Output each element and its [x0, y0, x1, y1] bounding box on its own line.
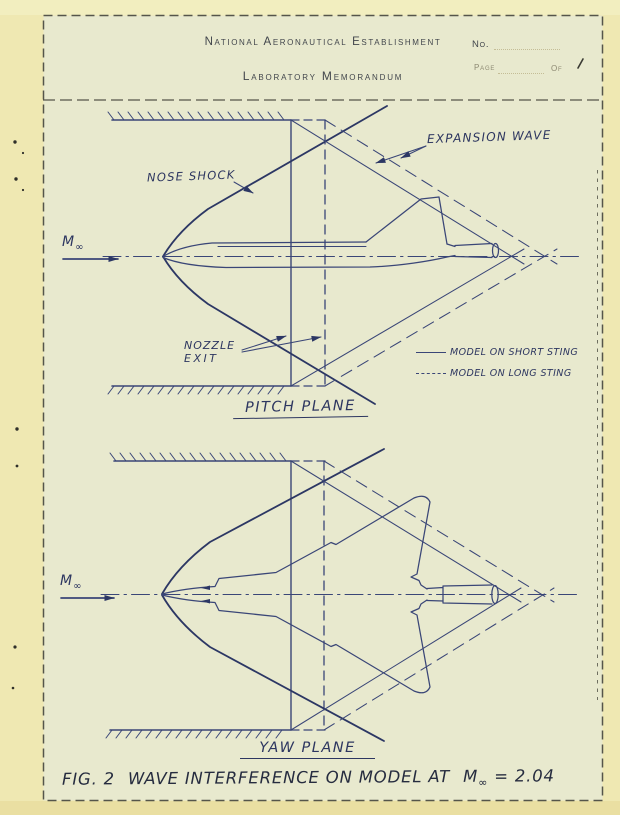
caption-mach: $M_\infty = 2.04$ [463, 766, 555, 790]
pitch-mach-label: $M_\infty$ [62, 234, 85, 253]
legend-item-long-sting [416, 363, 578, 384]
yaw-mach-label: $M_\infty$ [60, 573, 83, 592]
yaw-plane-title: YAW PLANE [240, 740, 375, 759]
margin-specks [12, 140, 24, 689]
nozzle-exit-label-line2: EXIT [184, 352, 219, 365]
legend-dashed-line-sample [416, 373, 446, 374]
page-field-label: Page [474, 63, 496, 72]
yaw-mach-subscript: ∞ [73, 580, 83, 592]
top-margin-strip [0, 0, 620, 15]
pitch-mach-subscript: ∞ [75, 241, 85, 253]
number-field-label: No. [472, 39, 490, 50]
figure-number: FIG. 2 [61, 769, 115, 789]
expansion-wave-label: EXPANSION WAVE [426, 127, 552, 147]
page-field-line [498, 72, 544, 74]
number-field-line [494, 48, 560, 50]
nozzle-exit-label [184, 339, 254, 365]
of-field-label: Of [551, 64, 563, 73]
bottom-margin-strip [0, 801, 620, 815]
nose-shock-label: NOSE SHOCK [146, 167, 236, 185]
legend-solid-line-sample [416, 352, 446, 353]
legend-long-sting-label: MODEL ON LONG STING [450, 368, 572, 379]
caption-text: WAVE INTERFERENCE ON MODEL AT [127, 767, 451, 789]
document-title: Laboratory Memorandum [242, 69, 404, 83]
pitch-plane-title: PITCH PLANE [233, 398, 368, 419]
figure-caption [62, 766, 555, 792]
legend-item-short-sting [416, 342, 578, 363]
nozzle-exit-label-line1: NOZZLE [184, 339, 236, 352]
sting-legend [416, 342, 578, 384]
legend-short-sting-label: MODEL ON SHORT STING [450, 347, 579, 358]
institution-title: National Aeronautical Establishment [204, 36, 442, 48]
